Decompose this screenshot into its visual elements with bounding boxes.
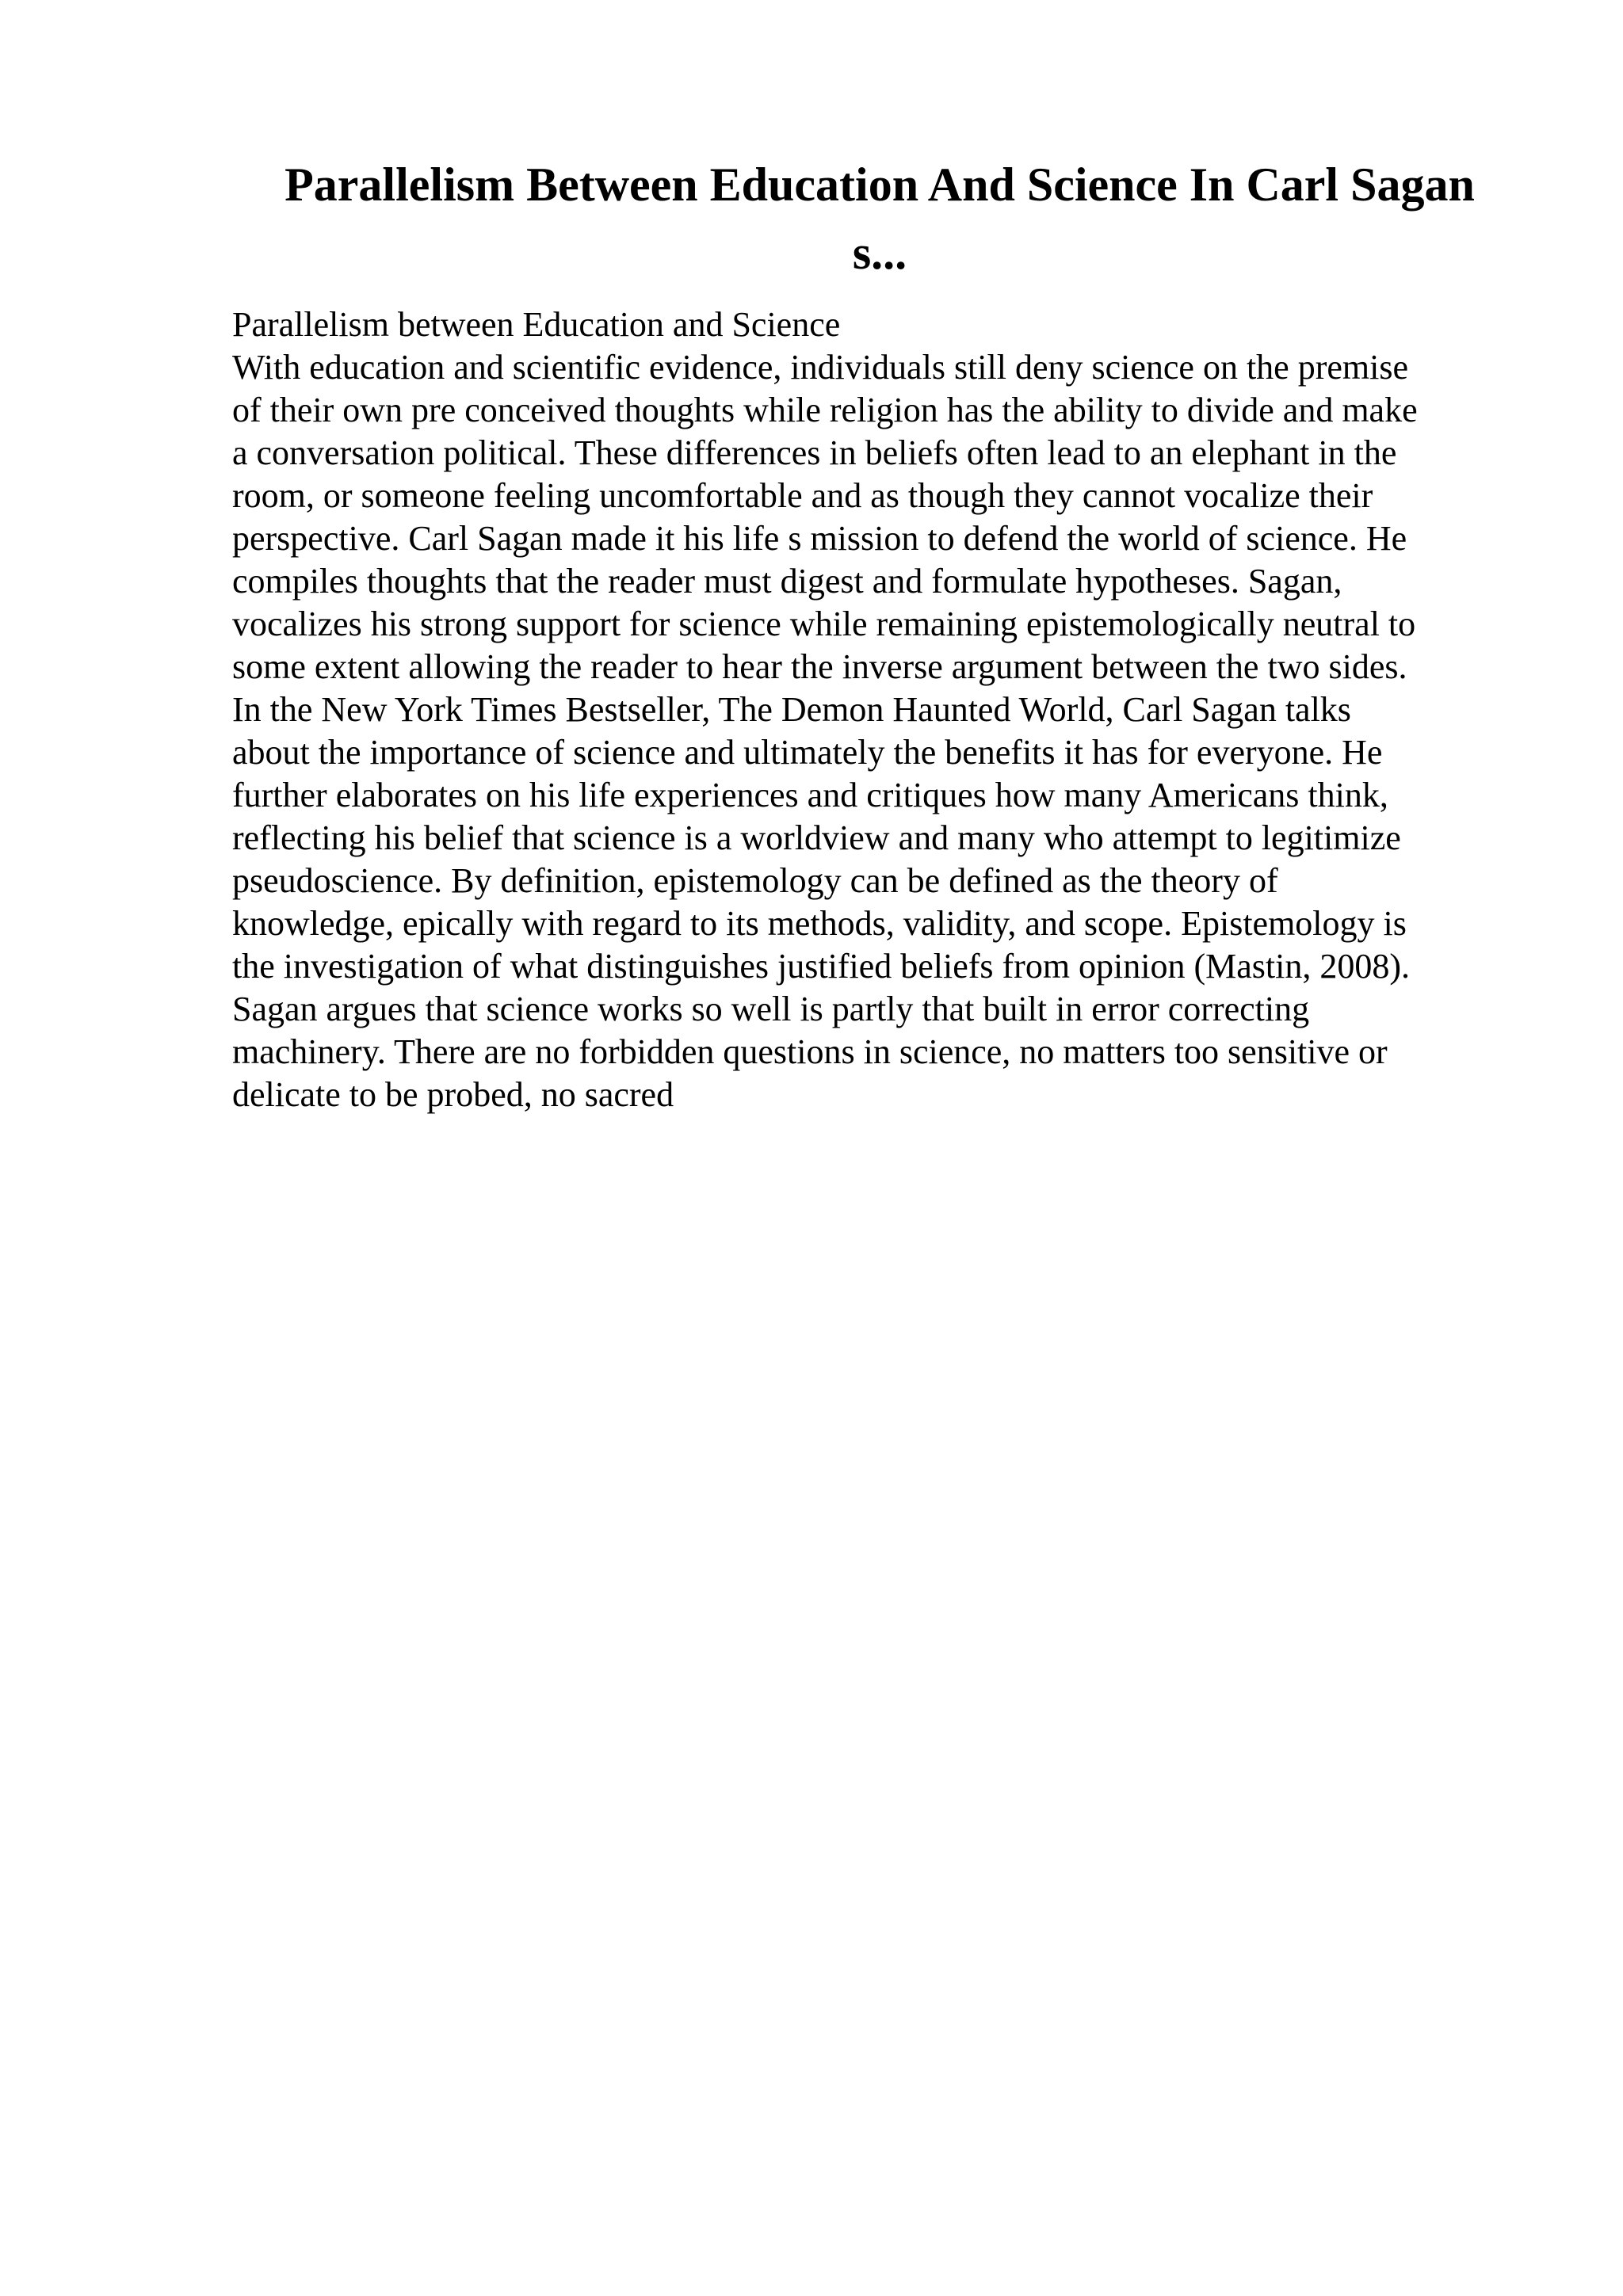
body-line: machinery. There are no forbidden questions in science, no matters too sensitive or: [232, 1032, 1388, 1071]
document-title: [238, 151, 1522, 287]
title-line: s...: [852, 227, 907, 279]
body-line: compiles thoughts that the reader must digest and formulate hypotheses. Sagan,: [232, 562, 1342, 601]
body-line: about the importance of science and ultimately the benefits it has for everyone. He: [232, 733, 1383, 772]
body-line: room, or someone feeling uncomfortable and as though they cannot vocalize their: [232, 476, 1373, 515]
body-line: With education and scientific evidence, individuals still deny science on the premise: [232, 348, 1408, 387]
body-line: a conversation political. These differences in beliefs often lead to an elephant in the: [232, 433, 1397, 472]
body-line: knowledge, epically with regard to its methods, validity, and scope. Epistemology is: [232, 904, 1407, 943]
body-line: some extent allowing the reader to hear the inverse argument between the two sides.: [232, 647, 1407, 686]
document-body: [232, 303, 1516, 1116]
body-line: further elaborates on his life experiences and critiques how many Americans think,: [232, 776, 1388, 814]
body-line: of their own pre conceived thoughts while religion has the ability to divide and make: [232, 391, 1418, 429]
body-line: Sagan argues that science works so well is partly that built in error correcting: [232, 990, 1310, 1028]
body-line: reflecting his belief that science is a worldview and many who attempt to legitimize: [232, 818, 1401, 857]
body-line: delicate to be probed, no sacred: [232, 1075, 674, 1114]
body-line: perspective. Carl Sagan made it his life s mission to defend the world of science. He: [232, 519, 1407, 558]
title-line: Parallelism Between Education And Science In Carl Sagan: [285, 158, 1475, 211]
body-line: In the New York Times Bestseller, The Demon Haunted World, Carl Sagan talks: [232, 690, 1351, 729]
body-line: vocalizes his strong support for science while remaining epistemologically neutral to: [232, 605, 1416, 643]
body-line: pseudoscience. By definition, epistemology can be defined as the theory of: [232, 861, 1278, 900]
body-line: the investigation of what distinguishes justified beliefs from opinion (Mastin, 2008).: [232, 947, 1411, 986]
body-heading-line: Parallelism between Education and Science: [232, 305, 841, 344]
